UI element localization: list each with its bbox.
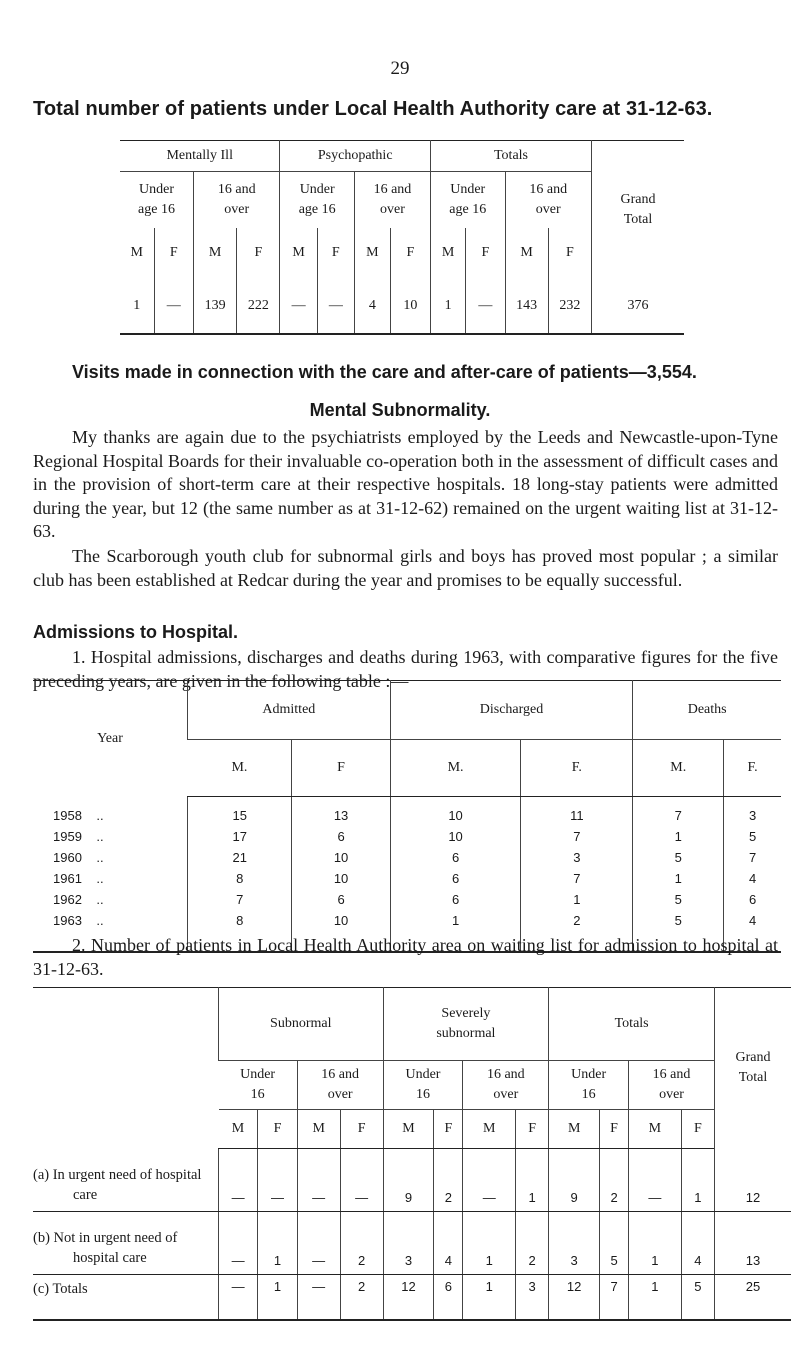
table-cell: 5	[633, 889, 724, 910]
grand-total-cell: 25	[715, 1275, 792, 1321]
paragraph-admissions: 1. Hospital admissions, discharges and deaths during 1963, with comparative figures for the five preceding years, are given in the following table :—	[33, 647, 778, 691]
table-row	[33, 1212, 791, 1275]
table-cell: 10	[390, 826, 521, 847]
table-row	[33, 847, 781, 868]
table-cell: —	[219, 1275, 258, 1321]
sex-header: M.	[188, 740, 292, 797]
table-cell: 6	[390, 889, 521, 910]
sex-header: M	[505, 228, 548, 278]
group-header: Deaths	[633, 681, 781, 740]
table-cell: 2	[516, 1212, 549, 1275]
table-row	[33, 868, 781, 889]
sex-header: F	[258, 1110, 297, 1149]
year-cell: 1959 ..	[53, 829, 104, 844]
table-cell: —	[340, 1149, 383, 1212]
group-header: Subnormal	[219, 988, 384, 1061]
grand-total-header: Grand Total	[592, 141, 685, 279]
table-cell: 1	[133, 297, 141, 313]
sex-header: F	[237, 228, 280, 278]
table-cell: 6	[292, 826, 390, 847]
table-cell: 3	[383, 1212, 434, 1275]
table-cell: 7	[724, 847, 781, 868]
table-cell: —	[219, 1212, 258, 1275]
table-cell: 3	[516, 1275, 549, 1321]
table-cell: 1	[463, 1275, 516, 1321]
age-header: Under age 16	[138, 182, 175, 217]
table-cell: 1	[633, 868, 724, 889]
sex-header: M	[354, 228, 390, 278]
sex-header: M	[383, 1110, 434, 1149]
table-cell: 9	[383, 1149, 434, 1212]
table-cell: 4	[724, 910, 781, 952]
sex-header: F	[390, 228, 430, 278]
table-cell: 2	[521, 910, 633, 952]
paragraph-youth-club: The Scarborough youth club for subnormal girls and boys has proved most popular ; a similar club has been established at Redcar during the year and promises to be equally successful.	[33, 546, 778, 590]
table-cell: 1	[629, 1212, 682, 1275]
table-cell: —	[280, 278, 317, 334]
table-cell: 1	[516, 1149, 549, 1212]
table-cell: 5	[600, 1212, 629, 1275]
table-cell: 10	[390, 278, 430, 334]
age-header: Under 16	[549, 1061, 629, 1110]
grand-total-cell: 13	[715, 1212, 792, 1275]
table-cell: 2	[434, 1149, 463, 1212]
table-cell: —	[258, 1149, 297, 1212]
sex-header: F	[516, 1110, 549, 1149]
age-header: 16 and over	[194, 172, 280, 229]
group-header: Severely subnormal	[383, 988, 549, 1061]
table-cell: 10	[390, 797, 521, 827]
table-cell: 1	[390, 910, 521, 952]
table-cell: 5	[681, 1275, 714, 1321]
table-cell: —	[297, 1149, 340, 1212]
grand-total-cell: 12	[715, 1149, 792, 1212]
table-cell: 21	[188, 847, 292, 868]
table-cell: 13	[292, 797, 390, 827]
table-cell: 7	[188, 889, 292, 910]
sex-header: M	[130, 245, 143, 260]
table-cell: 4	[681, 1212, 714, 1275]
table-cell: 6	[724, 889, 781, 910]
table-cell: 6	[390, 868, 521, 889]
table-cell: 5	[724, 826, 781, 847]
sex-header: F	[292, 740, 390, 797]
sex-header: F	[466, 228, 505, 278]
table-cell: —	[629, 1149, 682, 1212]
sex-header: M	[629, 1110, 682, 1149]
admissions-heading: Admissions to Hospital.	[33, 622, 239, 642]
year-header: Year	[97, 730, 123, 746]
year-cell: 1961 ..	[53, 871, 104, 886]
table-cell: 3	[724, 797, 781, 827]
table-cell: 12	[383, 1275, 434, 1321]
table-cell: 1	[681, 1149, 714, 1212]
table-cell: 10	[292, 868, 390, 889]
sex-header: M	[280, 228, 317, 278]
year-cell: 1962 ..	[53, 892, 104, 907]
table-cell: 6	[390, 847, 521, 868]
table-cell: 3	[549, 1212, 600, 1275]
table-cell: 232	[548, 278, 591, 334]
group-header: Admitted	[188, 681, 391, 740]
table-cell: 8	[188, 868, 292, 889]
sex-header: M	[219, 1110, 258, 1149]
sex-header: M	[297, 1110, 340, 1149]
table-cell: 1	[463, 1212, 516, 1275]
table-row	[33, 1149, 791, 1212]
age-header: Under age 16	[280, 172, 355, 229]
table-cell: 7	[521, 826, 633, 847]
paragraph-thanks: My thanks are again due to the psychiatrists employed by the Leeds and Newcastle-upon-Tyne Regional Hospital Boards for their invaluable co-operation both in the assessment of difficult cases and in the provision of short-term care at their respective hospitals. 18 long-stay patients were admitted during the year, but 12 (the same number as at 31-12-62) remained on the urgent waiting list at 31-12-63.	[33, 427, 778, 541]
page-number: 29	[390, 58, 410, 79]
table-cell: 4	[724, 868, 781, 889]
table-cell: —	[297, 1275, 340, 1321]
table-cell: 4	[434, 1212, 463, 1275]
group-header: Mentally Ill	[120, 141, 280, 172]
table-cell: 1	[258, 1275, 297, 1321]
row-label: (a) In urgent need of hospital care	[33, 1149, 219, 1212]
table-cell: 7	[600, 1275, 629, 1321]
table-cell: 1	[430, 278, 465, 334]
table-cell: 2	[340, 1275, 383, 1321]
table-cell: —	[463, 1149, 516, 1212]
table-cell: 15	[188, 797, 292, 827]
table-cell: —	[297, 1212, 340, 1275]
grand-total-header: Grand Total	[715, 988, 792, 1149]
year-cell: 1963 ..	[53, 913, 104, 928]
table-cell: 17	[188, 826, 292, 847]
waiting-list-table	[33, 987, 791, 1321]
row-label: (c) Totals	[33, 1281, 88, 1297]
table-cell: 3	[521, 847, 633, 868]
sex-header: M	[194, 228, 237, 278]
age-header: 16 and over	[354, 172, 430, 229]
table-cell: 5	[633, 847, 724, 868]
year-cell: 1960 ..	[53, 850, 104, 865]
table-cell: 4	[354, 278, 390, 334]
row-label: (b) Not in urgent need of hospital care	[33, 1212, 219, 1275]
total-patients-table	[120, 140, 684, 335]
table-cell: 2	[600, 1149, 629, 1212]
paragraph-waiting-list: 2. Number of patients in Local Health Authority area on waiting list for admission to hospital at 31-12-63.	[33, 935, 778, 979]
admissions-table	[33, 680, 781, 953]
table-cell: 1	[633, 826, 724, 847]
age-header: 16 and over	[297, 1061, 383, 1110]
table-cell: 222	[237, 278, 280, 334]
age-header: Under 16	[383, 1061, 463, 1110]
table-cell: 7	[521, 868, 633, 889]
age-header: 16 and over	[505, 172, 592, 229]
sex-header: M	[430, 228, 465, 278]
total-patients-heading: Total number of patients under Local Health Authority care at 31-12-63.	[33, 98, 713, 120]
table-row	[33, 1275, 791, 1321]
table-cell: 5	[633, 910, 724, 952]
age-header: Under 16	[219, 1061, 298, 1110]
table-row	[33, 826, 781, 847]
age-header: Under age 16	[430, 172, 505, 229]
table-cell: 1	[258, 1212, 297, 1275]
table-cell: 2	[340, 1212, 383, 1275]
sex-header: M.	[633, 740, 724, 797]
sex-header: F	[340, 1110, 383, 1149]
group-header: Totals	[430, 141, 591, 172]
table-row	[33, 797, 781, 827]
visits-line: Visits made in connection with the care and after-care of patients—3,554.	[72, 362, 697, 382]
table-cell: 9	[549, 1149, 600, 1212]
sex-header: F	[600, 1110, 629, 1149]
sex-header: F.	[724, 740, 781, 797]
age-header: 16 and over	[629, 1061, 715, 1110]
sex-header: M	[463, 1110, 516, 1149]
sex-header: F	[434, 1110, 463, 1149]
table-cell: 11	[521, 797, 633, 827]
table-cell: —	[154, 278, 193, 334]
table-cell: 7	[633, 797, 724, 827]
sex-header: F	[548, 228, 591, 278]
table-cell: 1	[629, 1275, 682, 1321]
table-cell: —	[317, 278, 354, 334]
group-header: Psychopathic	[280, 141, 431, 172]
sex-header: F	[317, 228, 354, 278]
age-header: 16 and over	[463, 1061, 549, 1110]
sex-header: F	[154, 228, 193, 278]
table-cell: 6	[292, 889, 390, 910]
table-cell: 143	[505, 278, 548, 334]
table-row	[33, 889, 781, 910]
table-cell: 8	[188, 910, 292, 952]
table-cell: —	[466, 278, 505, 334]
table-cell: 1	[521, 889, 633, 910]
table-cell: 10	[292, 910, 390, 952]
sex-header: M	[549, 1110, 600, 1149]
sex-header: F	[681, 1110, 714, 1149]
table-cell: 6	[434, 1275, 463, 1321]
group-header: Discharged	[390, 681, 633, 740]
sex-header: F.	[521, 740, 633, 797]
sex-header: M.	[390, 740, 521, 797]
grand-total-cell: 376	[592, 278, 685, 334]
group-header: Totals	[549, 988, 715, 1061]
table-cell: —	[219, 1149, 258, 1212]
table-cell: 12	[549, 1275, 600, 1321]
year-cell: 1958 ..	[53, 807, 104, 823]
table-cell: 10	[292, 847, 390, 868]
table-cell: 139	[194, 278, 237, 334]
row-label-header	[33, 988, 219, 1149]
mental-subnormality-heading: Mental Subnormality.	[309, 400, 491, 420]
